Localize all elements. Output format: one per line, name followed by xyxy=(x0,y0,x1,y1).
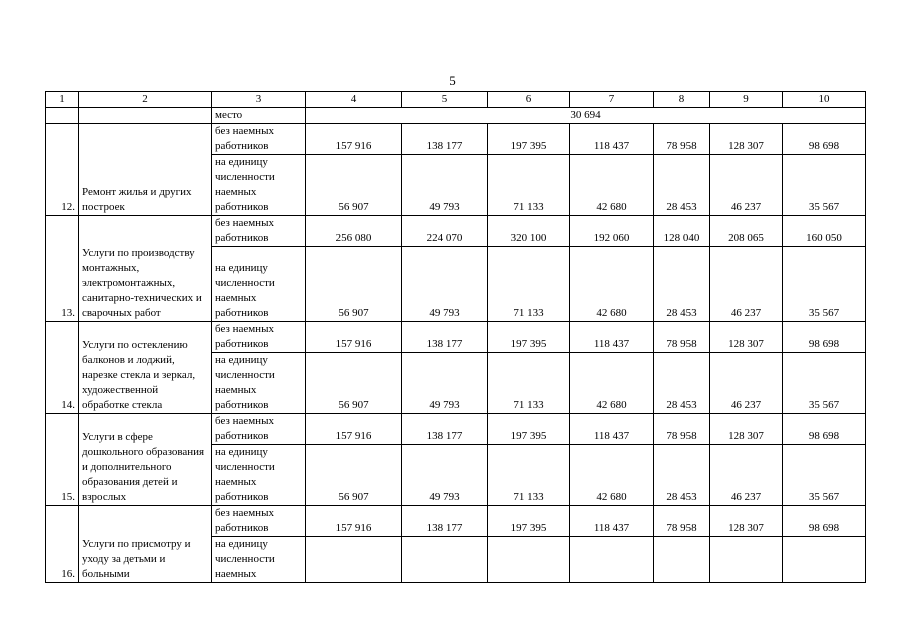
value-cell: 98 698 xyxy=(783,414,866,445)
table-row xyxy=(46,124,866,155)
value-cell: 56 907 xyxy=(306,155,402,216)
value-cell: 118 437 xyxy=(570,322,654,353)
column-header: 10 xyxy=(783,92,866,108)
service-name: Услуги по остеклению балконов и лоджий, нарезке стекла и зеркал, художественной обработке стекла xyxy=(79,322,212,414)
value-cell: 197 395 xyxy=(488,506,570,537)
value-cell: 157 916 xyxy=(306,124,402,155)
value-cell: 46 237 xyxy=(710,247,783,322)
category-cell: на единицу численности наемных работников xyxy=(212,445,306,506)
value-cell: 46 237 xyxy=(710,353,783,414)
column-header: 2 xyxy=(79,92,212,108)
value-cell: 71 133 xyxy=(488,445,570,506)
value-cell: 49 793 xyxy=(402,445,488,506)
value-cell xyxy=(710,537,783,583)
column-header-row xyxy=(46,92,866,108)
value-cell: 138 177 xyxy=(402,506,488,537)
value-cell: 118 437 xyxy=(570,124,654,155)
row-number: 14. xyxy=(46,322,79,414)
value-cell: 157 916 xyxy=(306,506,402,537)
value-cell: 224 070 xyxy=(402,216,488,247)
row-number: 12. xyxy=(46,124,79,216)
value-cell: 71 133 xyxy=(488,353,570,414)
value-cell: 98 698 xyxy=(783,506,866,537)
row-number: 15. xyxy=(46,414,79,506)
value-cell: 42 680 xyxy=(570,247,654,322)
value-cell xyxy=(402,537,488,583)
column-header: 4 xyxy=(306,92,402,108)
category-cell: на единицу численности наемных xyxy=(212,537,306,583)
table-row xyxy=(46,322,866,353)
value-cell: 78 958 xyxy=(654,124,710,155)
row-number: 16. xyxy=(46,506,79,583)
value-cell: 98 698 xyxy=(783,322,866,353)
value-cell: 128 307 xyxy=(710,124,783,155)
value-cell: 46 237 xyxy=(710,155,783,216)
value-cell: 118 437 xyxy=(570,506,654,537)
value-cell: 128 307 xyxy=(710,322,783,353)
page-number: 5 xyxy=(449,73,456,88)
category-cell: без наемных работников xyxy=(212,506,306,537)
value-cell: 197 395 xyxy=(488,124,570,155)
category-cell: на единицу численности наемных работников xyxy=(212,247,306,322)
category-cell: без наемных работников xyxy=(212,124,306,155)
value-cell xyxy=(783,537,866,583)
column-header: 1 xyxy=(46,92,79,108)
value-cell: 197 395 xyxy=(488,414,570,445)
column-header: 7 xyxy=(570,92,654,108)
category-cell: без наемных работников xyxy=(212,322,306,353)
empty-cell xyxy=(79,108,212,124)
value-cell: 49 793 xyxy=(402,155,488,216)
value-cell: 160 050 xyxy=(783,216,866,247)
value-cell: 28 453 xyxy=(654,353,710,414)
category-cell: без наемных работников xyxy=(212,216,306,247)
value-cell: 35 567 xyxy=(783,247,866,322)
value-cell: 78 958 xyxy=(654,322,710,353)
merged-value-cell: 30 694 xyxy=(306,108,866,124)
value-cell: 42 680 xyxy=(570,445,654,506)
value-cell: 56 907 xyxy=(306,445,402,506)
value-cell: 128 307 xyxy=(710,414,783,445)
value-cell xyxy=(306,537,402,583)
continuation-row xyxy=(46,108,866,124)
column-header: 9 xyxy=(710,92,783,108)
category-cell: место xyxy=(212,108,306,124)
value-cell: 71 133 xyxy=(488,155,570,216)
value-cell: 78 958 xyxy=(654,414,710,445)
column-header: 6 xyxy=(488,92,570,108)
empty-cell xyxy=(46,108,79,124)
value-cell: 28 453 xyxy=(654,155,710,216)
value-cell xyxy=(654,537,710,583)
value-cell: 78 958 xyxy=(654,506,710,537)
category-cell: на единицу численности наемных работников xyxy=(212,155,306,216)
value-cell: 46 237 xyxy=(710,445,783,506)
value-cell: 56 907 xyxy=(306,353,402,414)
value-cell: 128 040 xyxy=(654,216,710,247)
value-cell: 128 307 xyxy=(710,506,783,537)
table-row xyxy=(46,506,866,537)
value-cell: 138 177 xyxy=(402,322,488,353)
table-row xyxy=(46,414,866,445)
value-cell: 118 437 xyxy=(570,414,654,445)
value-cell xyxy=(488,537,570,583)
value-cell: 42 680 xyxy=(570,353,654,414)
value-cell: 35 567 xyxy=(783,445,866,506)
value-cell: 197 395 xyxy=(488,322,570,353)
value-cell: 28 453 xyxy=(654,445,710,506)
value-cell: 28 453 xyxy=(654,247,710,322)
tariff-table xyxy=(45,91,866,583)
value-cell: 35 567 xyxy=(783,155,866,216)
value-cell: 157 916 xyxy=(306,322,402,353)
service-name: Услуги по производству монтажных, электромонтажных, санитарно-технических и сварочных работ xyxy=(79,216,212,322)
service-name: Услуги по присмотру и уходу за детьми и больными xyxy=(79,506,212,583)
category-cell: без наемных работников xyxy=(212,414,306,445)
value-cell: 256 080 xyxy=(306,216,402,247)
value-cell: 192 060 xyxy=(570,216,654,247)
value-cell: 138 177 xyxy=(402,414,488,445)
value-cell: 49 793 xyxy=(402,247,488,322)
value-cell: 71 133 xyxy=(488,247,570,322)
category-cell: на единицу численности наемных работников xyxy=(212,353,306,414)
column-header: 8 xyxy=(654,92,710,108)
value-cell: 35 567 xyxy=(783,353,866,414)
value-cell: 42 680 xyxy=(570,155,654,216)
value-cell: 49 793 xyxy=(402,353,488,414)
value-cell: 320 100 xyxy=(488,216,570,247)
value-cell: 157 916 xyxy=(306,414,402,445)
service-name: Услуги в сфере дошкольного образования и дополнительного образования детей и взрослых xyxy=(79,414,212,506)
value-cell xyxy=(570,537,654,583)
row-number: 13. xyxy=(46,216,79,322)
column-header: 5 xyxy=(402,92,488,108)
value-cell: 208 065 xyxy=(710,216,783,247)
column-header: 3 xyxy=(212,92,306,108)
value-cell: 98 698 xyxy=(783,124,866,155)
value-cell: 138 177 xyxy=(402,124,488,155)
value-cell: 56 907 xyxy=(306,247,402,322)
table-row xyxy=(46,216,866,247)
service-name: Ремонт жилья и других построек xyxy=(79,124,212,216)
